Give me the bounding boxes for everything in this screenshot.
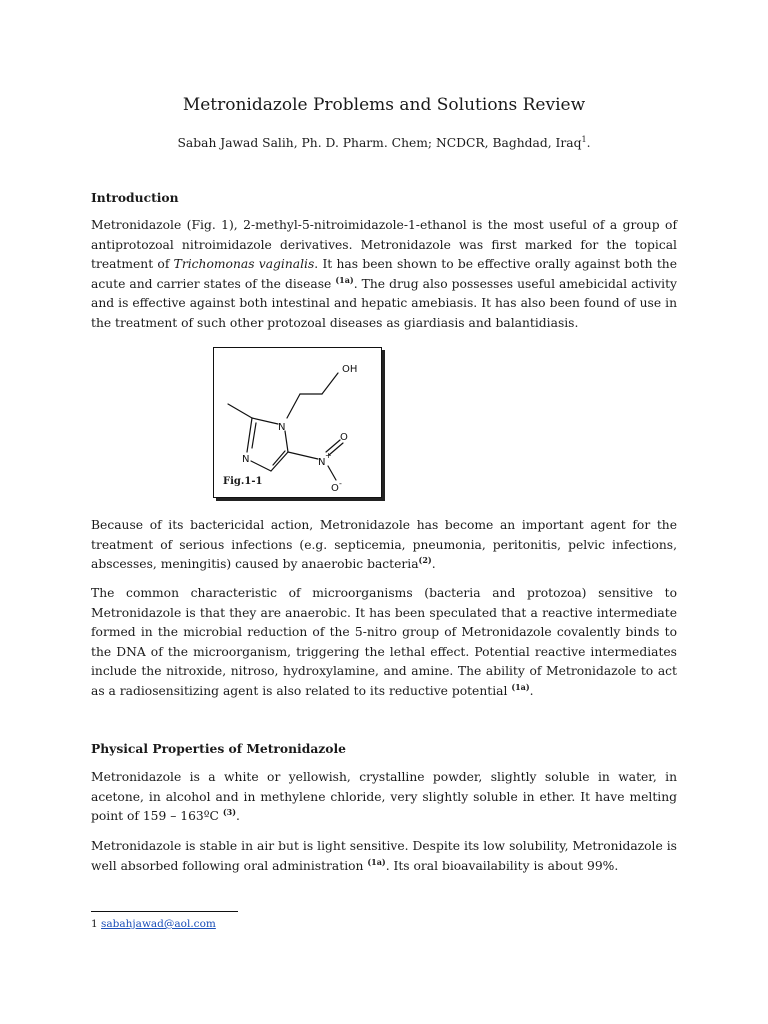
intro-p2-text-b: . <box>431 557 436 572</box>
intro-p1-text-a: Metronidazole (Fig. 1), 2-methyl-5-nitroimidazole-1-ethanol is the most useful of a group of antiprotozoal nitroimidazole derivatives. Metronidazole was first marked for the topical treatment of <box>91 218 677 272</box>
nitro-n-o-single-bond <box>328 466 336 480</box>
intro-p1-text-b: . It has been shown to be effective orally against both the acute and carrier states of the disease <box>91 257 677 291</box>
ring-bond-c5-n1 <box>285 431 288 452</box>
author-footnote-mark: 1 <box>581 135 587 144</box>
footnote-mark: 1 <box>91 918 98 930</box>
introduction-heading: Introduction <box>91 190 179 205</box>
intro-p1-text-c: . The drug also possesses useful amebicidal activity and is effective against both intestinal and hepatic amebiasis. It has also been found of use in the treatment of such other protozoal diseases as giardiasis and balantidiasis. <box>91 276 677 330</box>
intro-paragraph-1 <box>91 216 677 334</box>
citation-ref: (3) <box>222 807 236 818</box>
ring-bond-c2-n3 <box>247 418 252 452</box>
intro-paragraph-3 <box>91 584 677 702</box>
physical-properties-heading: Physical Properties of Metronidazole <box>91 741 346 756</box>
citation-ref: (1a) <box>335 274 354 285</box>
intro-p3-text-b: . <box>529 683 534 698</box>
physical-p1-text-b: . <box>236 809 240 824</box>
intro-p2-text-a: Because of its bactericidal action, Metronidazole has become an important agent for the treatment of serious infections (e.g. septicemia, pneumonia, peritonitis, pelvic infections, abscesses, meningitis) caused by anaerobic bacteria <box>91 518 677 572</box>
nitro-o-top-label: O <box>340 432 348 443</box>
physical-p2-text-a: Metronidazole is stable in air but is light sensitive. Despite its low solubility, Metronidazole is well absorbed following oral administration <box>91 839 677 873</box>
intro-p3-text-a: The common characteristic of microorganisms (bacteria and protozoa) sensitive to Metronidazole is that they are anaerobic. It has been speculated that a reactive intermediate formed in the microbial reduction of the 5-nitro group of Metronidazole covalently binds to the DNA of the microorganism, triggering the lethal effect. Potential reactive intermediates include the nitroxide, nitroso, hydroxylamine, and amine. The ability of Metronidazole to act as a radiosensitizing agent is also related to its reductive potential <box>91 586 677 698</box>
footnote <box>91 917 216 931</box>
author-email-link[interactable]: sabahjawad@aol.com <box>101 918 216 930</box>
ring-n3-label: N <box>242 454 250 465</box>
chain-bond-1 <box>287 394 300 418</box>
nitro-bond <box>288 452 318 459</box>
author-line <box>0 131 768 152</box>
citation-ref: (1a) <box>367 856 386 867</box>
figure-caption: Fig.1-1 <box>223 476 263 487</box>
nitro-minus-charge: - <box>339 479 342 488</box>
intro-paragraph-2 <box>91 516 677 575</box>
citation-ref: (1a) <box>511 681 530 692</box>
nitro-plus-charge: + <box>325 451 332 460</box>
physical-paragraph-2 <box>91 837 677 876</box>
author-text: Sabah Jawad Salih, Ph. D. Pharm. Chem; NCDCR, Baghdad, Iraq <box>177 136 582 151</box>
physical-paragraph-1 <box>91 768 677 827</box>
ring-double-bond-c2-n3 <box>252 423 256 448</box>
structure-figure <box>213 347 382 498</box>
hydroxyl-label: OH <box>342 364 358 375</box>
author-end: . <box>586 136 591 151</box>
chain-bond-3 <box>322 373 338 394</box>
methyl-bond <box>228 404 252 418</box>
nitro-n-label: N <box>318 457 326 468</box>
species-name: Trichomonas vaginalis <box>173 257 315 272</box>
citation-ref: (2) <box>418 555 432 566</box>
footnote-divider <box>91 911 238 912</box>
ring-n1-label: N <box>278 422 286 433</box>
physical-p1-text-a: Metronidazole is a white or yellowish, crystalline powder, slightly soluble in water, in acetone, in alcohol and in methylene chloride, very slightly soluble in ether. It have melting point of 159 – 163ºC <box>91 770 677 824</box>
metronidazole-structure-diagram <box>214 348 381 497</box>
ring-bond-c4-c5 <box>271 452 288 471</box>
ring-bond-n3-c4 <box>251 461 271 471</box>
nitro-o-bottom-label: O <box>331 483 339 494</box>
physical-p2-text-b: . Its oral bioavailability is about 99%. <box>385 858 619 873</box>
paper-title: Metronidazole Problems and Solutions Review <box>182 95 586 115</box>
